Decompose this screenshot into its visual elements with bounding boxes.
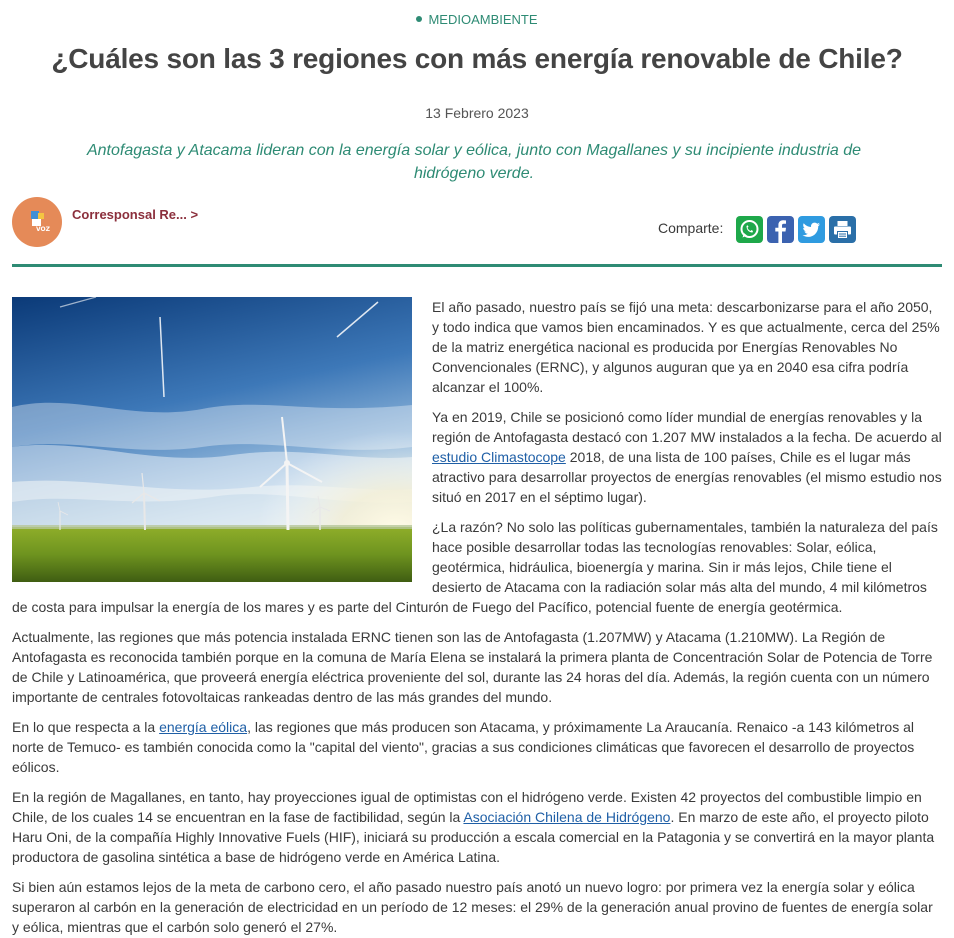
share-label: Comparte: xyxy=(658,220,724,236)
paragraph: ¿La razón? No solo las políticas gubernamentales, también la naturaleza del país hace posible desarrollar todas las tecnologías renovables: Solar, eólica, geotérmica, hidráulica, bioenergía y marina. Sin ir más lejos, Chile tiene el desierto de Atacama con la radiación solar más alta del mundo, 4 mil kilómetros de costa para impulsar la energía de los mares y es parte del Cinturón de Fuego del Pacífico, potencial fuente de energía geotérmica. xyxy=(12,519,938,615)
author-avatar[interactable] xyxy=(12,197,62,247)
whatsapp-share-button[interactable] xyxy=(736,216,763,243)
category-label[interactable]: MEDIOAMBIENTE xyxy=(428,12,538,27)
paragraph: En lo que respecta a la energía eólica, las regiones que más producen son Atacama, y próximamente La Araucanía. Renaico -a 143 kilómetros al norte de Temuco- es también conocida como la "capital del viento", gracias a sus condiciones climáticas que favorecen el desarrollo de proyectos eólicos. xyxy=(12,719,915,775)
paragraph: Actualmente, las regiones que más potencia instalada ERNC tienen son las de Antofagasta (1.207MW) y Atacama (1.210MW). La Región de Antofagasta es reconocida también porque en la comuna de María Elena se instalará la primera planta de Concentración Solar de Potencia de Torre de Chile y Latinoamérica, que proveerá energía eléctrica proveniente del sol, durante las 24 horas del día. Además, la región cuenta con un número importante de centrales fotovoltaicas rankeadas dentro de las más grandes del mundo. xyxy=(12,629,933,705)
hero-image xyxy=(12,297,412,582)
twitter-share-button[interactable] xyxy=(798,216,825,243)
byline xyxy=(0,194,954,264)
article-lead: Antofagasta y Atacama lideran con la energía solar y eólica, junto con Magallanes y su incipiente industria de hidrógeno verde. xyxy=(86,142,862,182)
category-dot-icon xyxy=(416,16,422,22)
climastocope-link[interactable]: estudio Climastocope xyxy=(432,449,566,465)
paragraph: En la región de Magallanes, en tanto, hay proyecciones igual de optimistas con el hidrógeno verde. Existen 42 proyectos del combustible limpio en Chile, de los cuales 14 se encuentran en la fase de factibilidad, según la Asociación Chilena de Hidrógeno. En marzo de este año, el proyecto piloto Haru Oni, de la compañía Highly Innovative Fuels (HIF), iniciará su producción a escala comercial en la Patagonia y se convertirá en la mayor planta productora de gasolina sintética a base de hidrógeno verde en América Latina. xyxy=(12,789,935,865)
article-body xyxy=(0,267,954,937)
asociacion-hidrogeno-link[interactable]: Asociación Chilena de Hidrógeno xyxy=(463,809,671,825)
publish-date: 13 Febrero 2023 xyxy=(425,105,529,121)
category-tag[interactable] xyxy=(0,0,954,28)
facebook-share-button[interactable] xyxy=(767,216,794,243)
print-icon xyxy=(829,216,856,243)
paragraph: Ya en 2019, Chile se posicionó como líder mundial de energías renovables y la región de Antofagasta destacó con 1.207 MW instalados a la fecha. De acuerdo al estudio Climastocope 2018, de una lista de 100 países, Chile es el lugar más atractivo para desarrollar proyectos de energías renovables (el mismo estudio nos situó en 2017 en el séptimo lugar). xyxy=(432,409,942,505)
wind-turbine-photo xyxy=(12,297,412,582)
avatar-logo-block xyxy=(32,219,41,226)
paragraph: Si bien aún estamos lejos de la meta de carbono cero, el año pasado nuestro país anotó un nuevo logro: por primera vez la energía solar y eólica superaron al carbón en la generación de electricidad en un período de 12 meses: el 29% de la generación anual provino de fuentes de energía solar y eólica, mientras que el carbón solo generó el 27%. xyxy=(12,879,933,935)
article-title: ¿Cuáles son las 3 regiones con más energía renovable de Chile? xyxy=(51,43,903,74)
author-link[interactable]: Corresponsal Re... > xyxy=(72,207,199,222)
paragraph: El año pasado, nuestro país se fijó una meta: descarbonizarse para el año 2050, y todo indica que vamos bien encaminados. Y es que actualmente, cerca del 25% de la matriz energética nacional es producida por Energías Renovables No Convencionales (ERNC), y algunos auguran que ya en 2040 esa cifra podría alcanzar el 100%. xyxy=(432,299,940,395)
twitter-icon xyxy=(798,216,825,243)
avatar-logo-text: VOZ xyxy=(36,226,50,233)
facebook-icon xyxy=(767,216,794,243)
print-button[interactable] xyxy=(829,216,856,243)
energia-eolica-link[interactable]: energía eólica xyxy=(159,719,248,735)
whatsapp-icon xyxy=(736,216,763,243)
